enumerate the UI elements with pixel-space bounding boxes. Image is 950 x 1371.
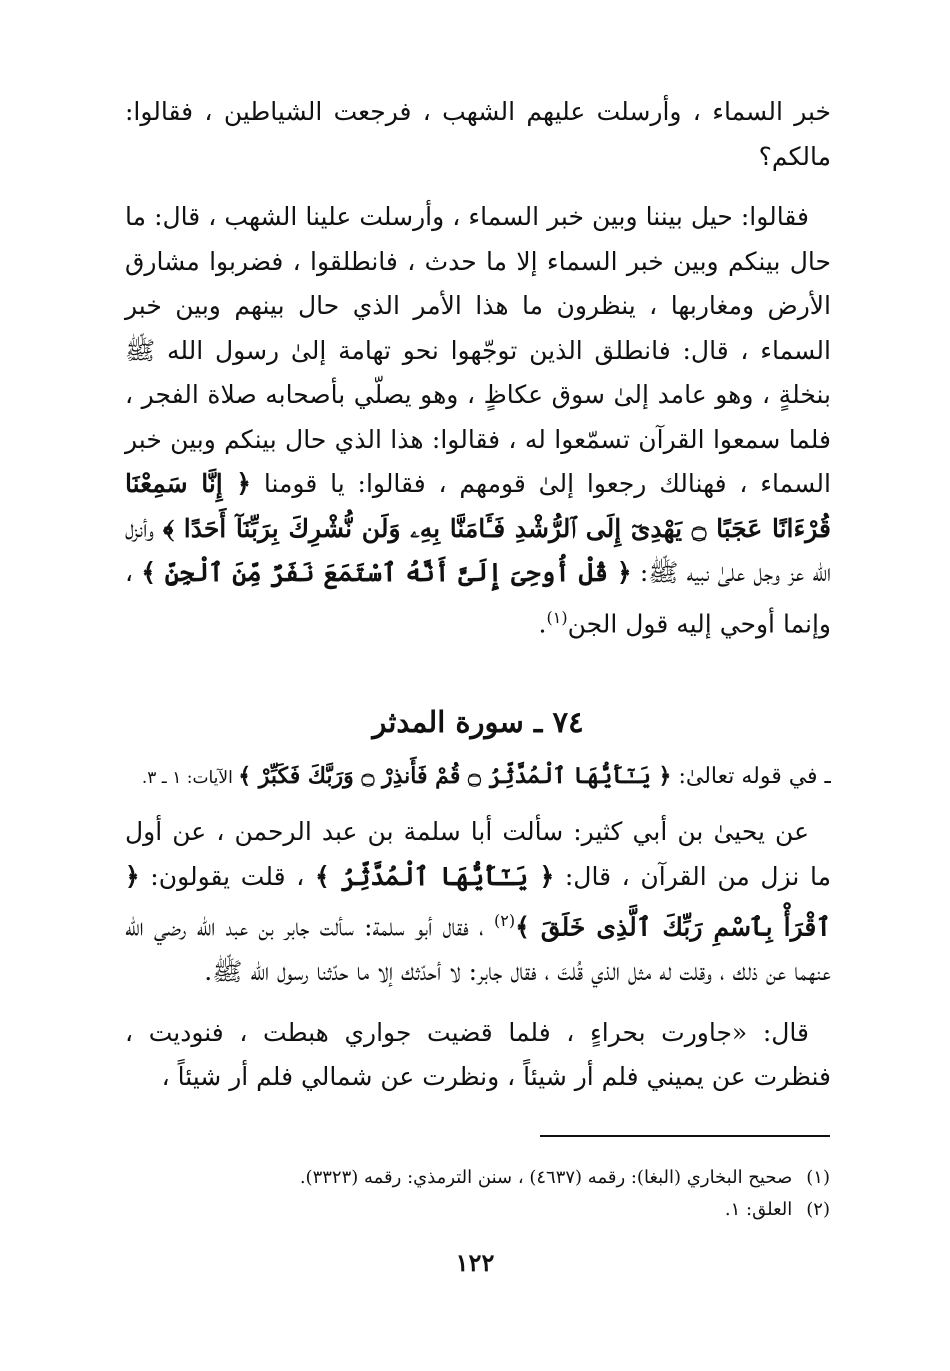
paragraph-3-text-a: عن يحيىٰ بن أبي كثير: سألت أبا سلمة بن عبد الرحمن ، عن أول ما نزل من القرآن ، قال: — [125, 817, 831, 891]
paragraph-4 — [125, 1011, 831, 1100]
paragraph-2-text-c: ، وإنما أوحي إليه قول الجن — [125, 558, 831, 638]
footnote-2 — [180, 1194, 830, 1226]
subtitle-verses: الآيات: ١ ـ ٣. — [141, 768, 239, 789]
footnote-1-text: صحيح البخاري (البغا): رقمه (٤٦٣٧) ، سنن الترمذي: رقمه (٣٣٢٣). — [299, 1167, 793, 1188]
paragraph-3 — [125, 810, 831, 994]
paragraph-1 — [125, 90, 831, 179]
page-number: ١٢٢ — [455, 1248, 495, 1277]
footnote-ref-2: (٢) — [494, 911, 516, 931]
subtitle-text-a: ـ في قوله تعالىٰ: — [671, 764, 831, 790]
footnote-1-number: (١) — [806, 1167, 830, 1188]
paragraph-3-text-c: ، فقال أبو سلمة: سألت جابر بن عبد الله رضي الله عنهما عن ذلك ، وقلت له مثل الذي قُلتَ ، فقال جابر: لا أحدّثك إلا ما حدّثنا رسول الله ﷺ. — [125, 912, 831, 987]
subtitle-quran-quote: ﴿ يَـٰٓأَيُّهَا ٱلْمُدَّثِّرُ ۝ قُمْ فَأَنذِرْ ۝ وَرَبَّكَ فَكَبِّرْ ﴾ — [238, 763, 672, 790]
page-body — [125, 90, 831, 1100]
quran-quote-2: ﴿ قُلْ أُوحِىَ إِلَىَّ أَنَّهُ ٱسْتَمَعَ نَفَرٌ مِّنَ ٱلْجِنِّ ﴾ — [141, 558, 632, 587]
paragraph-2 — [125, 195, 831, 646]
footnote-ref-1: (١) — [546, 607, 568, 627]
quran-quote-4: ﴿ ٱقْرَأْ بِٱسْمِ رَبِّكَ ٱلَّذِى خَلَقَ ﴾ — [125, 861, 831, 942]
paragraph-2-end: . — [538, 608, 547, 638]
footnote-1 — [180, 1162, 830, 1194]
section-subtitle — [125, 756, 831, 798]
section-title: ٧٤ ـ سورة المدثر — [372, 705, 584, 740]
quran-quote-1: ﴿ إِنَّا سَمِعْنَا قُرْءَانًا عَجَبًا ۝ يَهْدِىٓ إِلَى ٱلرُّشْدِ فَـَٔامَنَّا بِهِۦ وَلَن نُّشْرِكَ بِرَبِّنَآ أَحَدًا ﴾ — [125, 469, 831, 543]
paragraph-4-text: قال: «جاورت بحراءٍ ، فلما قضيت جواري هبطت ، فنوديت ، فنظرت عن يميني فلم أر شيئاً ، ونظرت عن شمالي فلم أر شيئاً ، — [125, 1017, 831, 1092]
paragraph-2-text-a: فقالوا: حيل بيننا وبين خبر السماء ، وأرسلت علينا الشهب ، قال: ما حال بينكم وبين خبر السماء إلا ما حدث ، فانطلقوا ، فضربوا مشارق الأرض ومغاربها ، ينظرون ما هذا الأمر الذي حال بينهم وبين خبر السماء ، قال: فانطلق الذين توجّهوا نحو تهامة إلىٰ رسول الله ﷺ بنخلةٍ ، وهو عامد إلىٰ سوق عكاظٍ ، وهو يصلّي بأصحابه صلاة الفجر ، فلما سمعوا القرآن تسمّعوا له ، فقالوا: هذا الذي حال بينكم وبين خبر السماء ، فهنالك رجعوا إلىٰ قومهم ، فقالوا: يا قومنا — [125, 202, 831, 498]
paragraph-2-text-b: وأنزل الله عز وجل علىٰ نبيه ﷺ: — [125, 513, 831, 587]
footnotes — [180, 1162, 830, 1226]
footnote-divider — [540, 1135, 830, 1137]
footnote-2-text: العلق: ١. — [724, 1199, 793, 1220]
paragraph-3-text-b: ، قلت يقولون: — [139, 861, 315, 891]
footnote-2-number: (٢) — [806, 1199, 830, 1220]
quran-quote-3: ﴿ يَـٰٓأَيُّهَا ٱلْمُدَّثِّرُ ﴾ — [314, 861, 555, 891]
paragraph-1-text: خبر السماء ، وأرسلت عليهم الشهب ، فرجعت الشياطين ، فقالوا: مالكم؟ — [125, 97, 831, 171]
